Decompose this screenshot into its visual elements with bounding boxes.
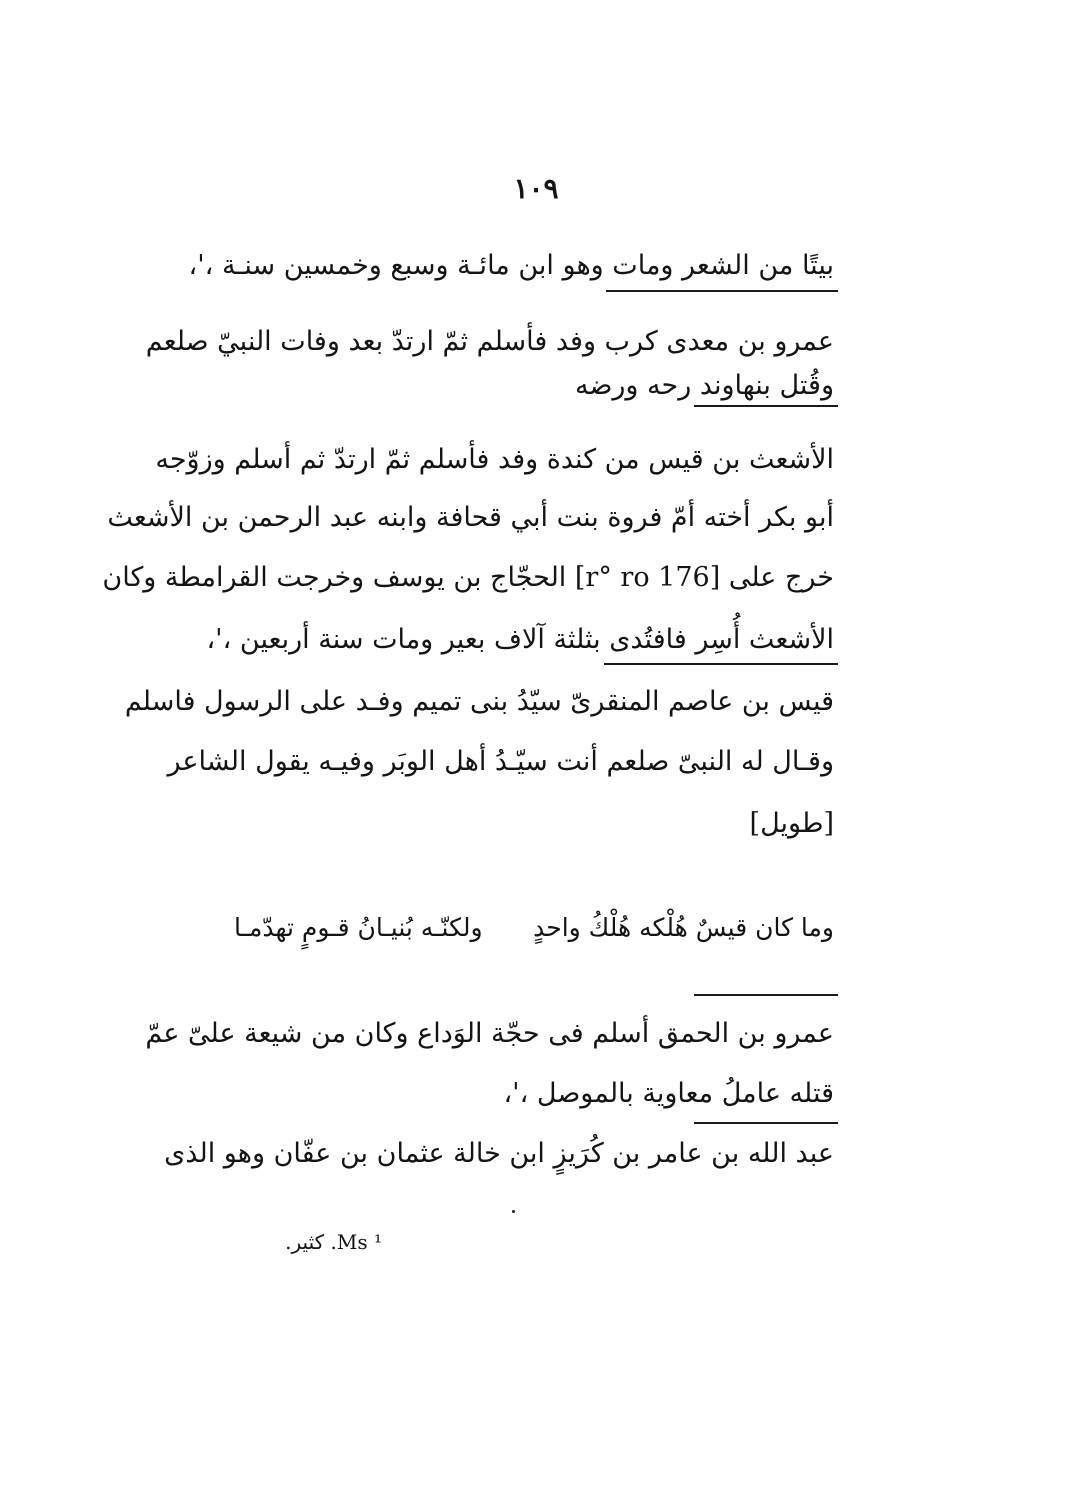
text-line: وقـال له النبىّ صلعم أنت سيّـدُ أهل الوبَر وفيـه يقول الشاعر — [167, 746, 834, 777]
text-line: قتله عاملُ معاوية بالموصل ،'، — [503, 1078, 834, 1109]
verse-first-hemistich: وما كان قيسٌ هُلْكه هُلْكُ واحدٍ — [533, 913, 834, 942]
text-line: الأشعث بن قيس من كندة وفد فأسلم ثمّ ارتدّ ثم أسلم وزوّجه — [155, 444, 834, 475]
page-number: ١٠٩ — [513, 172, 559, 205]
entry-rule — [606, 290, 838, 292]
footnote: ¹ Ms. كثير. — [285, 1230, 382, 1254]
text-line: عبد الله بن عامر بن كُرَيزٍ ابن خالة عثمان بن عفّان وهو الذى — [164, 1138, 834, 1169]
text-line: قيس بن عاصم المنقرىّ سيّدُ بنى تميم وفـد على الرسول فاسلم — [124, 686, 834, 717]
text-line: وقُتل بنهاوند رحه ورضه — [574, 370, 834, 401]
text-line: بيتًا من الشعر ومات وهو ابن مائـة وسبع وخمسين سنـة ،'، — [188, 250, 834, 281]
meter-label: [طويل] — [749, 808, 834, 839]
verse — [234, 906, 834, 950]
verse-second-hemistich: ولكنّـه بُنيـانُ قـومٍ تهدّمـا — [234, 913, 483, 942]
entry-rule — [694, 405, 838, 407]
entry-rule — [694, 1122, 838, 1124]
entry-rule — [604, 663, 838, 665]
stray-dot — [512, 1210, 515, 1213]
entry-rule — [694, 994, 838, 996]
text-line: عمرو بن الحمق أسلم فى حجّة الوَداع وكان من شيعة علىّ عمّ — [145, 1018, 834, 1049]
text-line: الأشعث أُسِر فافتُدى بثلثة آلاف بعير ومات سنة أربعين ،'، — [206, 624, 834, 655]
text-line: عمرو بن معدى كرب وفد فأسلم ثمّ ارتدّ بعد وفات النبيّ صلعم — [145, 326, 834, 357]
text-line: خرج على [176 r° ro] الحجّاج بن يوسف وخرجت القرامطة وكان — [102, 562, 834, 593]
text-line: أبو بكر أخته أمّ فروة بنت أبي قحافة وابنه عبد الرحمن بن الأشعث — [107, 502, 834, 533]
